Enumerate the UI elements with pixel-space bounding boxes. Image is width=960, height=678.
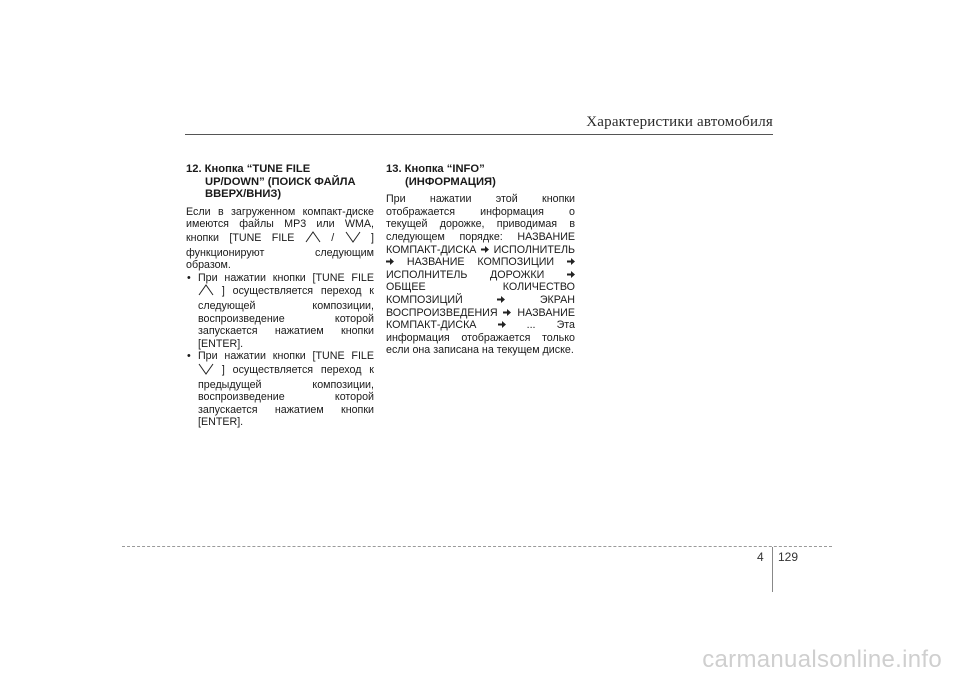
bullet-previous-track: [186, 350, 374, 429]
chevron-up-icon: [198, 284, 214, 300]
right-column: [386, 163, 575, 357]
header-rule: [185, 134, 773, 135]
bullet-dot-icon: •: [187, 271, 191, 284]
arrow-right-icon: [503, 307, 511, 320]
header-title: Характеристики автомобиля: [586, 114, 773, 130]
bullet-text: ] осуществляется переход к предыдущей композиции, воспроизведение которой запускается нажатием кнопки [ENTER].: [198, 363, 374, 429]
heading-line: ВВЕРХ/ВНИЗ): [205, 188, 282, 201]
info-text: НАЗВАНИЕ КОМПАКТ-ДИСКА: [386, 306, 575, 332]
info-text: ИСПОЛНИТЕЛЬ ДОРОЖКИ: [386, 268, 545, 281]
bullet-text: При нажатии кнопки [TUNE FILE: [198, 350, 374, 363]
info-text: При нажатии этой кнопки отображается информация о текущей дорожке, приводимая в следующем порядке: НАЗВАНИЕ КОМПАКТ-ДИСКА: [386, 193, 575, 256]
section-13-heading: [386, 163, 575, 188]
heading-line: (ИНФОРМАЦИЯ): [405, 175, 496, 188]
intro-separator: /: [331, 231, 335, 244]
info-text: ЭКРАН ВОСПРОИЗВЕДЕНИЯ: [386, 293, 575, 319]
bullet-text: При нажатии кнопки [TUNE FILE: [198, 271, 374, 284]
info-text: ИСПОЛНИТЕЛЬ: [493, 243, 575, 256]
page-number: 129: [778, 550, 799, 564]
chevron-up-icon: [305, 231, 321, 247]
intro-text: Если в загруженном компакт-диске имеются файлы MP3 или WMA, кнопки [TUNE FILE: [186, 205, 374, 244]
left-column: [186, 163, 374, 429]
section-12-intro: [186, 206, 374, 272]
section-12-heading: [186, 163, 374, 201]
footer-rule: [122, 546, 832, 547]
arrow-right-icon: [567, 256, 575, 269]
arrow-right-icon: [498, 319, 506, 332]
info-text: НАЗВАНИЕ КОМПОЗИЦИИ: [406, 256, 555, 269]
arrow-right-icon: [481, 244, 489, 257]
arrow-right-icon: [567, 269, 575, 282]
page-number-divider: [772, 547, 773, 592]
heading-line: 13. Кнопка “INFO”: [386, 163, 485, 175]
heading-line: 12. Кнопка “TUNE FILE: [186, 163, 311, 175]
watermark: carmanualsonline.info: [702, 646, 942, 673]
bullet-dot-icon: •: [187, 350, 191, 363]
arrow-right-icon: [386, 256, 394, 269]
section-13-body: [386, 193, 575, 357]
chapter-number: 4: [757, 550, 764, 564]
bullet-next-track: [186, 272, 374, 351]
arrow-right-icon: [497, 294, 505, 307]
bullet-text: ] осуществляется переход к следующей композиции, воспроизведение которой запускается нажатием кнопки [ENTER].: [198, 285, 374, 350]
chevron-down-icon: [198, 363, 214, 379]
chevron-down-icon: [345, 231, 361, 247]
info-text: ОБЩЕЕ КОЛИЧЕСТВО КОМПОЗИЦИЙ: [386, 281, 575, 306]
info-text: Эта информация отображается только если она записана на текущем диске.: [386, 319, 575, 357]
heading-line: UP/DOWN” (ПОИСК ФАЙЛА: [205, 175, 356, 188]
info-text: ...: [526, 319, 536, 332]
intro-text: ] функционируют следующим образом.: [186, 231, 374, 272]
